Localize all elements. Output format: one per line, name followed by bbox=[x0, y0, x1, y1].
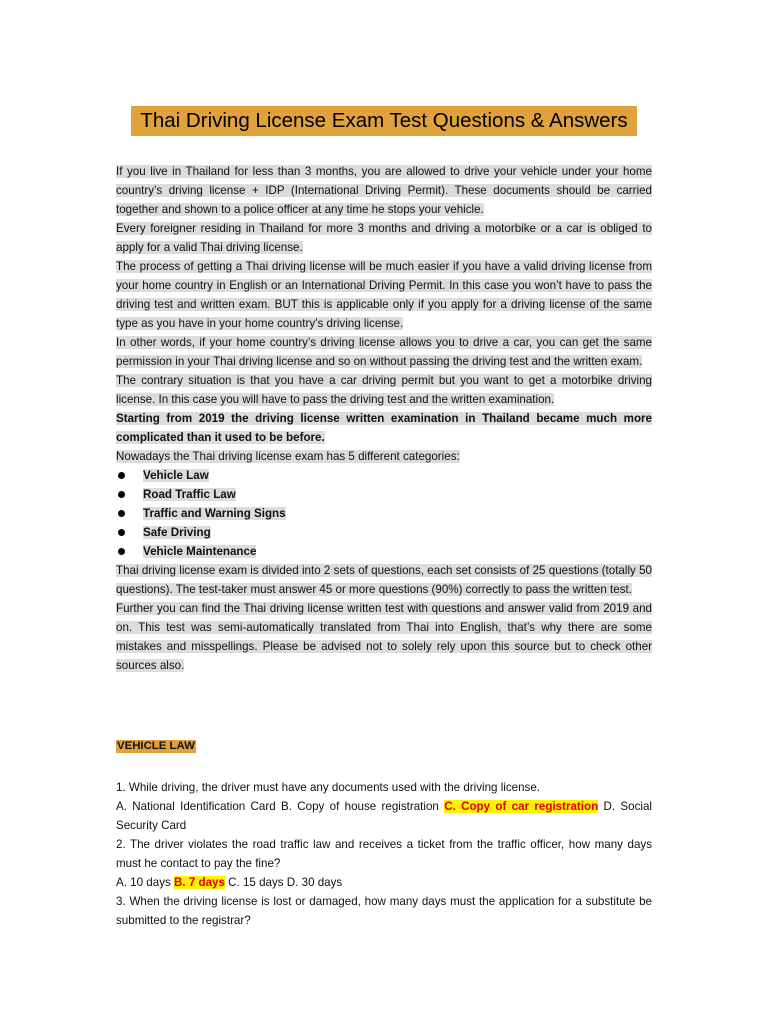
list-item bbox=[116, 466, 652, 485]
question-2: 2. The driver violates the road traffic law and receives a ticket from the traffic officer, how many days must he contact to pay the fine? bbox=[116, 838, 652, 870]
paragraph-6-text: Starting from 2019 the driving license written examination in Thailand became much more complicated than it used to be before. bbox=[116, 412, 652, 444]
correct-answer: C. Copy of car registration bbox=[444, 800, 599, 813]
paragraph-3-text: The process of getting a Thai driving license will be much easier if you have a valid driving license from your home country in English or an International Driving Permit. In this case you won’t have to pass the driving test and written exam. BUT this is applicable only if you apply for a driving license of the same type as you have in your home country’s driving license. bbox=[116, 260, 652, 330]
correct-answer: B. 7 days bbox=[174, 876, 225, 889]
options-text: D. Social Security Card bbox=[116, 800, 652, 832]
bullet-icon bbox=[118, 472, 125, 479]
question-2-options bbox=[116, 873, 652, 892]
category-label: Road Traffic Law bbox=[143, 488, 236, 501]
bullet-icon bbox=[118, 491, 125, 498]
category-list bbox=[116, 466, 652, 561]
bullet-icon bbox=[118, 548, 125, 555]
question-list bbox=[116, 778, 652, 930]
list-item bbox=[116, 485, 652, 504]
paragraph-2-text: Every foreigner residing in Thailand for more 3 months and driving a motorbike or a car is obliged to apply for a valid Thai driving license. bbox=[116, 222, 652, 254]
paragraph-1-text: If you live in Thailand for less than 3 months, you are allowed to drive your vehicle under your home country’s driving license + IDP (International Driving Permit). These documents should be carried together and shown to a police officer at any time he stops your vehicle. bbox=[116, 165, 652, 216]
paragraph-5-text: The contrary situation is that you have a car driving permit but you want to get a motorbike driving license. In this case you will have to pass the driving test and the written examination. bbox=[116, 374, 652, 406]
list-item bbox=[116, 523, 652, 542]
paragraph-9-text: Further you can find the Thai driving license written test with questions and answer valid from 2019 and on. This test was semi-automatically translated from Thai into English, that’s why there are some mistakes and misspellings. Please be advised not to solely rely upon this source but to check other sources also. bbox=[116, 602, 652, 672]
paragraph-7-text: Nowadays the Thai driving license exam has 5 different categories: bbox=[116, 450, 460, 463]
paragraph-2 bbox=[116, 219, 652, 257]
question-3: 3. When the driving license is lost or damaged, how many days must the application for a substitute be submitted to the registrar? bbox=[116, 895, 652, 927]
paragraph-1 bbox=[116, 162, 652, 219]
category-label: Safe Driving bbox=[143, 526, 211, 539]
intro-text bbox=[116, 162, 652, 675]
document-title-text: Thai Driving License Exam Test Questions & Answers bbox=[140, 109, 628, 132]
question-1-options bbox=[116, 797, 652, 835]
paragraph-7 bbox=[116, 447, 652, 466]
options-text: C. 15 days D. 30 days bbox=[224, 876, 343, 889]
paragraph-6 bbox=[116, 409, 652, 447]
paragraph-4 bbox=[116, 333, 652, 371]
list-item bbox=[116, 542, 652, 561]
category-label: Vehicle Law bbox=[143, 469, 209, 482]
category-label: Vehicle Maintenance bbox=[143, 545, 257, 558]
category-label: Traffic and Warning Signs bbox=[143, 507, 286, 520]
paragraph-5 bbox=[116, 371, 652, 409]
paragraph-4-text: In other words, if your home country’s driving license allows you to drive a car, you can get the same permission in your Thai driving license and so on without passing the driving test and the written exam. bbox=[116, 336, 652, 368]
bullet-icon bbox=[118, 510, 125, 517]
paragraph-8 bbox=[116, 561, 652, 599]
options-text: A. 10 days bbox=[116, 876, 175, 889]
paragraph-9 bbox=[116, 599, 652, 675]
question-1: 1. While driving, the driver must have any documents used with the driving license. bbox=[116, 781, 541, 794]
list-item bbox=[116, 504, 652, 523]
paragraph-8-text: Thai driving license exam is divided into 2 sets of questions, each set consists of 25 questions (totally 50 questions). The test-taker must answer 45 or more questions (90%) correctly to pass the written test. bbox=[116, 564, 652, 596]
options-text: A. National Identification Card B. Copy of house registration bbox=[116, 800, 445, 813]
document-title bbox=[131, 106, 637, 136]
paragraph-3 bbox=[116, 257, 652, 333]
bullet-icon bbox=[118, 529, 125, 536]
section-heading: VEHICLE LAW bbox=[117, 740, 195, 752]
